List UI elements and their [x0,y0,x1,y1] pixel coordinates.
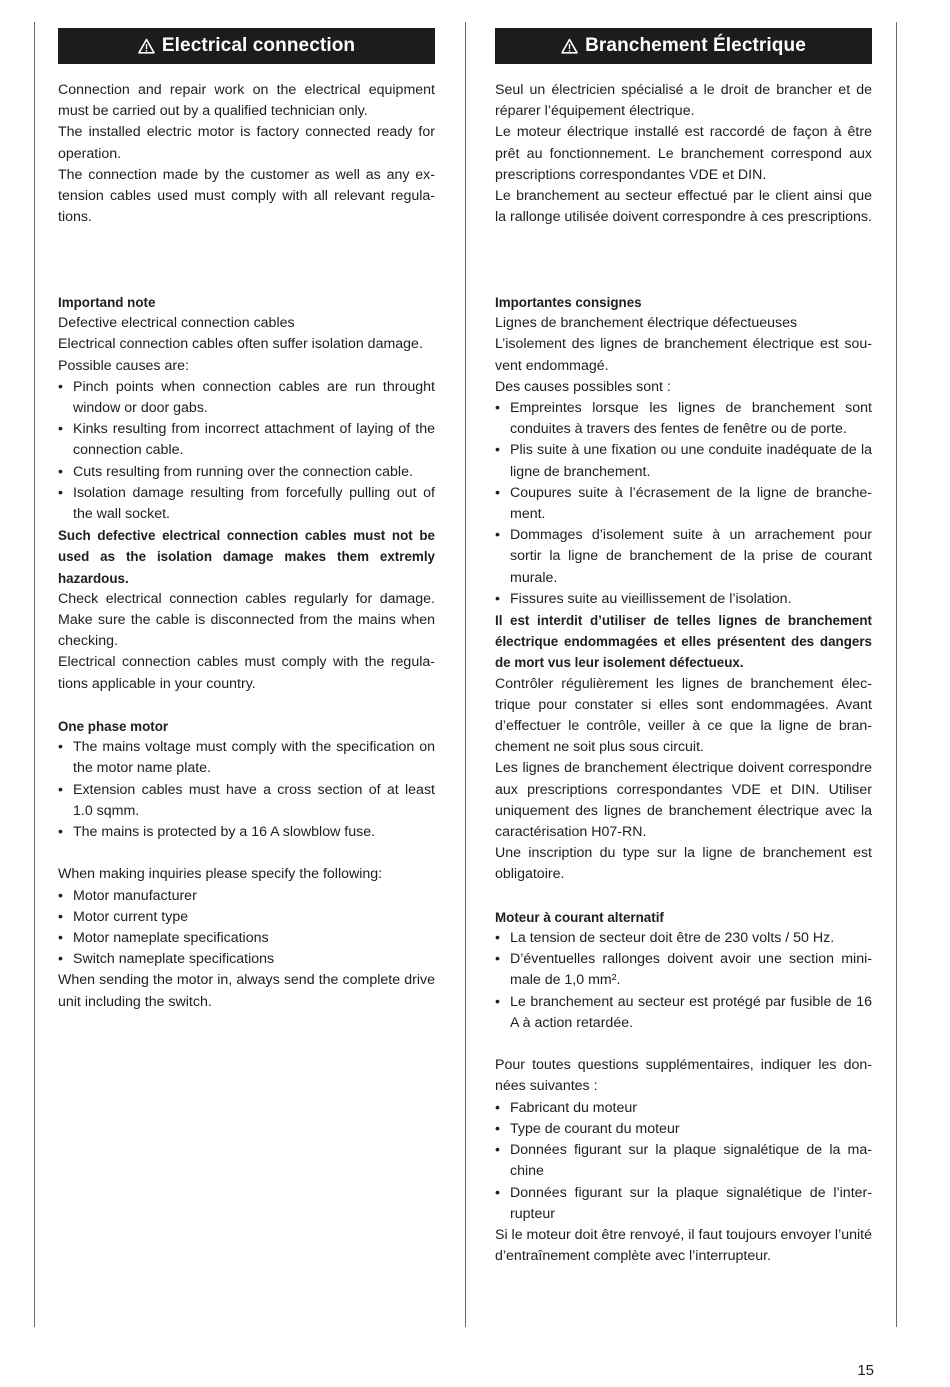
causes-list [495,398,872,610]
list-item: • Cuts resulting from running over the connection cable. [58,462,435,483]
right-margin-rule [896,22,897,1327]
motor-heading: One phase motor [58,719,169,735]
page-number: 15 [857,1362,874,1379]
section-title-banner [58,28,435,64]
inquiry-intro: When making inquiries please specify the following: [58,866,383,883]
note-line: Lignes de branchement électrique défectueuses [495,315,798,332]
list-item: • Extension cables must have a cross section of at least 1.0 sqmm. [58,780,435,822]
list-item: • Isolation damage resulting from forcefully pulling out of the wall socket. [58,483,435,525]
list-item: • Motor nameplate specifications [58,928,435,949]
hazard-warning: Such defective electrical connection cables must not be used as the isolation damage makes them extremly hazardous. [58,528,435,586]
section-title: Branchement Électrique [585,35,806,56]
note-heading: Importantes consignes [495,295,642,310]
list-item: • Données figurant sur la plaque signalétique de la machine [495,1140,872,1182]
intro-block [495,80,872,228]
intro-paragraph: Le branchement au secteur effectué par le client ainsi que la rallonge utilisée doivent correspondre à ces prescriptions. [495,188,872,226]
list-item: • D’éventuelles rallonges doivent avoir une section minimale de 1,0 mm². [495,949,872,991]
closing-paragraph: Si le moteur doit être renvoyé, il faut toujours envoyer l’unité d’entraînement complète avec l’interrupteur. [495,1226,872,1265]
note-line: Des causes possibles sont : [495,378,671,395]
inquiry-list [495,1098,872,1225]
list-item: • Switch nameplate specifications [58,949,435,970]
motor-heading: Moteur à courant alternatif [495,909,664,925]
list-item: • Type de courant du moteur [495,1119,872,1140]
list-item: • Dommages d’isolement suite à un arrachement pour sortir la ligne de branchement de la prise de courant murale. [495,525,872,589]
list-item: • Kinks resulting from incorrect attachment of laying of the connection cable. [58,419,435,461]
section-title-banner [495,28,872,64]
english-column [58,28,435,228]
section-title: Electrical connection [161,35,356,56]
causes-list [58,377,435,525]
list-item: • Fabricant du moteur [495,1098,872,1119]
note-line: Defective electrical connection cables [58,315,295,332]
intro-paragraph: Connection and repair work on the electrical equipment must be carried out by a qualified technician only. [58,82,435,120]
inquiry-list [58,886,435,971]
note-heading: Importand note [58,295,156,310]
list-item: • Motor current type [58,907,435,928]
note-line: Possible causes are: [58,357,189,374]
warning-triangle-icon [561,38,578,54]
list-item: • Fissures suite au vieillissement de l’isolation. [495,589,872,610]
french-column [495,28,872,228]
intro-paragraph: Le moteur électrique installé est raccordé de façon à être prêt au fonctionnement. Le branchement correspond aux prescriptions correspondantes VDE et DIN. [495,124,872,183]
left-margin-rule [34,22,35,1327]
english-notes [58,292,435,1013]
check-paragraph: Contrôler régulièrement les lignes de branchement électrique pour constater si elles sont endommagées. Avant d’effectuer le contrôle, veiller à ce que la ligne de branchement ne soit plus sous circuit. [495,675,872,756]
check-paragraph: Check electrical connection cables regularly for damage. Make sure the cable is disconnected from the mains when checking. [58,590,435,650]
inquiry-intro: Pour toutes questions supplémentaires, indiquer les données suivantes : [495,1057,872,1095]
french-notes [495,292,872,1267]
intro-paragraph: Seul un électricien spécialisé a le droit de brancher et de réparer l’équipement électrique. [495,82,872,120]
intro-block [58,80,435,228]
motor-list [495,928,872,1034]
warning-triangle-icon [138,38,155,54]
check-paragraph: Electrical connection cables must comply with the regulations applicable in your country. [58,654,435,692]
motor-list [58,737,435,843]
list-item: • The mains is protected by a 16 A slowblow fuse. [58,822,435,843]
list-item: • La tension de secteur doit être de 230 volts / 50 Hz. [495,928,872,949]
intro-paragraph: The installed electric motor is factory connected ready for operation. [58,124,435,162]
list-item: • The mains voltage must comply with the specification on the motor name plate. [58,737,435,779]
note-line: L’isolement des lignes de branchement électrique est souvent endommagé. [495,336,872,374]
list-item: • Empreintes lorsque les lignes de branchement sont conduites à travers des fentes de fenêtre ou de porte. [495,398,872,440]
center-column-rule [465,22,466,1327]
list-item: • Motor manufacturer [58,886,435,907]
intro-paragraph: The connection made by the customer as well as any extension cables used must comply with all relevant regulations. [58,166,435,226]
list-item: • Coupures suite à l’écrasement de la ligne de branchement. [495,483,872,525]
note-line: Electrical connection cables often suffer isolation damage. [58,336,423,353]
list-item: • Le branchement au secteur est protégé par fusible de 16 A à action retardée. [495,992,872,1034]
closing-paragraph: When sending the motor in, always send the complete drive unit including the switch. [58,972,435,1010]
check-paragraph: Une inscription du type sur la ligne de branchement est obligatoire. [495,845,872,883]
list-item: • Plis suite à une fixation ou une conduite inadéquate de la ligne de branchement. [495,440,872,482]
hazard-warning: Il est interdit d’utiliser de telles lignes de branchement électrique endommagées et elles présentent des dangers de mort vus leur isolement défectueux. [495,613,872,671]
check-paragraph: Les lignes de branchement électrique doivent correspondre aux prescriptions correspondantes VDE et DIN. Utiliser uniquement des lignes de branchement électrique avec la caractérisation H07-RN. [495,760,872,841]
list-item: • Données figurant sur la plaque signalétique de l’interrupteur [495,1183,872,1225]
list-item: • Pinch points when connection cables are run throught window or door gabs. [58,377,435,419]
